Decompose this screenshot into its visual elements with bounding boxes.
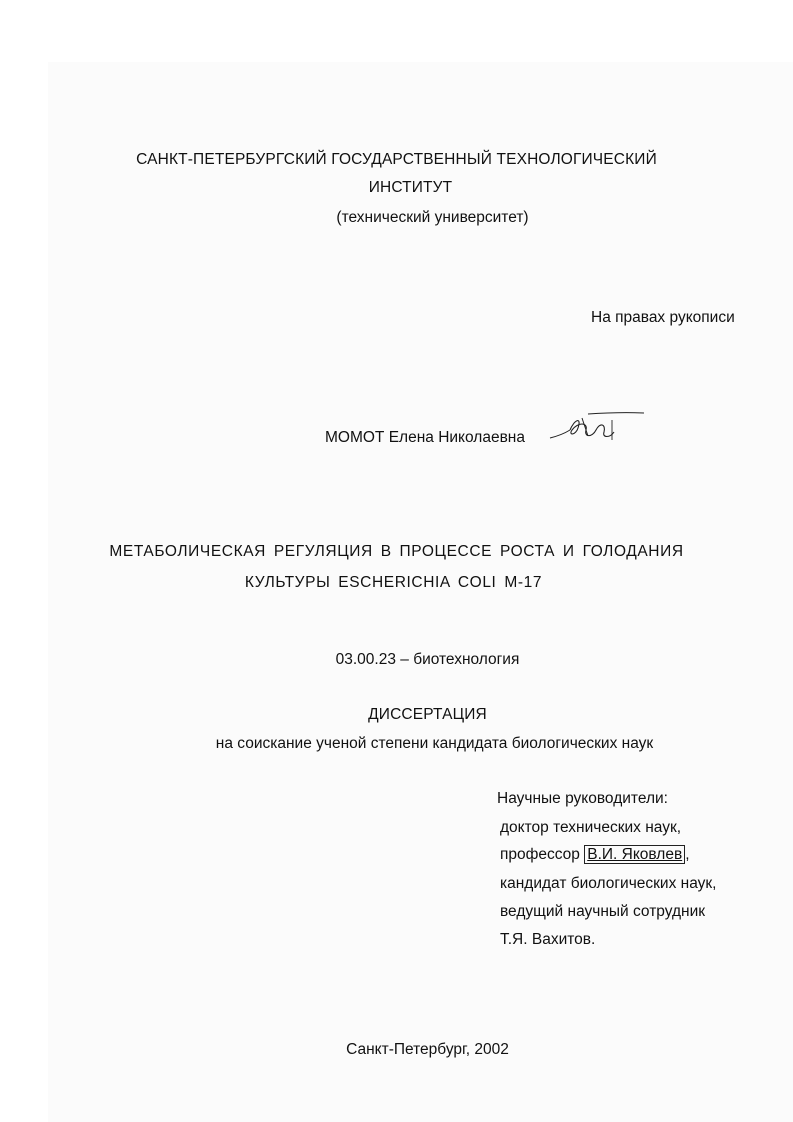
degree-line: на соискание ученой степени кандидата биологических наук: [215, 735, 654, 752]
supervisors-heading: Научные руководители:: [497, 790, 668, 807]
institution-name-line1: САНКТ-ПЕТЕРБУРГСКИЙ ГОСУДАРСТВЕННЫЙ ТЕХНОЛОГИЧЕСКИЙ: [136, 151, 657, 168]
supervisor-1-title: [500, 846, 690, 864]
institution-name-line2: ИНСТИТУТ: [368, 179, 453, 196]
supervisor-1-degree: доктор технических наук,: [500, 819, 682, 836]
author-name: МОМОТ Елена Николаевна: [325, 429, 525, 446]
supervisor-2-degree: кандидат биологических наук,: [500, 875, 717, 892]
document-type: ДИССЕРТАЦИЯ: [368, 706, 487, 723]
supervisor-1-comma: ,: [685, 846, 690, 863]
place-year: Санкт-Петербург, 2002: [346, 1041, 509, 1058]
supervisor-2-name: Т.Я. Вахитов.: [500, 931, 596, 948]
dissertation-title-line1: МЕТАБОЛИЧЕСКАЯ РЕГУЛЯЦИЯ В ПРОЦЕССЕ РОСТА И ГОЛОДАНИЯ: [109, 543, 684, 560]
dissertation-title-line2: КУЛЬТУРЫ ESCHERICHIA COLI М-17: [244, 574, 543, 591]
institution-subtitle: (технический университет): [336, 209, 529, 226]
supervisor-1-position: профессор: [500, 846, 580, 863]
signature-icon: [548, 408, 646, 452]
supervisor-1-name: В.И. Яковлев: [584, 845, 685, 864]
manuscript-note: На правах рукописи: [591, 309, 735, 326]
supervisor-2-position: ведущий научный сотрудник: [500, 903, 706, 920]
specialty-code: 03.00.23 – биотехнология: [335, 651, 520, 668]
